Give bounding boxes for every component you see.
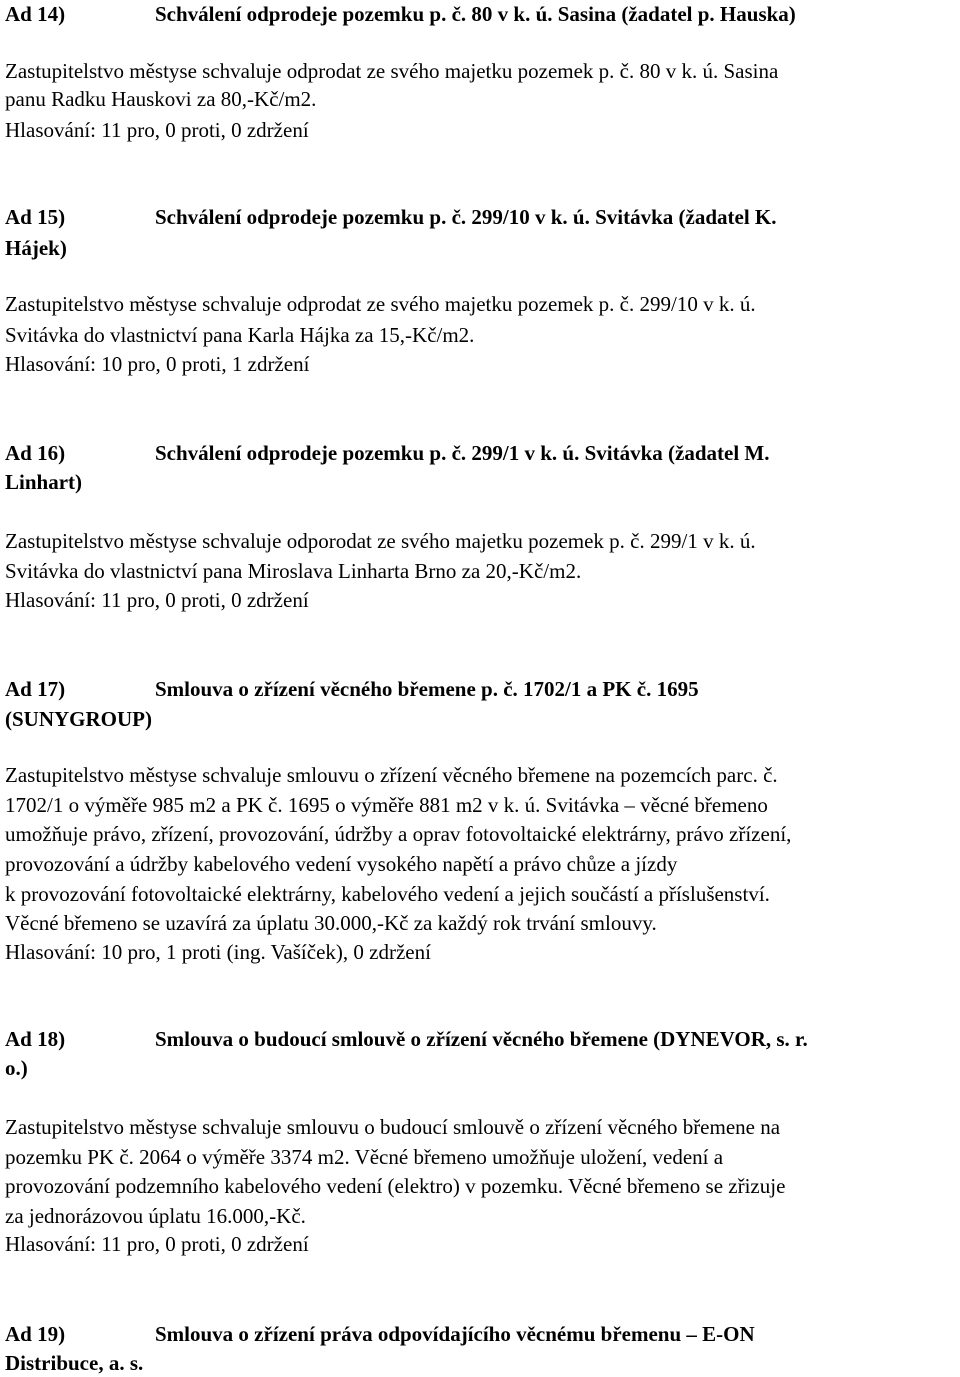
vote-line: Hlasování: 11 pro, 0 proti, 0 zdržení bbox=[5, 1232, 309, 1256]
section-title: Schválení odprodeje pozemku p. č. 299/1 v k. ú. Svitávka (žadatel M. bbox=[155, 441, 770, 465]
section-title: Schválení odprodeje pozemku p. č. 299/10 v k. ú. Svitávka (žadatel K. bbox=[155, 205, 777, 229]
section-title-continuation: o.) bbox=[5, 1056, 28, 1080]
section-number: Ad 15) bbox=[5, 205, 66, 229]
body-line: Zastupitelstvo městyse schvaluje odprodat ze svého majetku pozemek p. č. 80 v k. ú. Sasina bbox=[5, 59, 779, 83]
body-line: Zastupitelstvo městyse schvaluje odprodat ze svého majetku pozemek p. č. 299/10 v k. ú. bbox=[5, 292, 756, 316]
section-title-continuation: Linhart) bbox=[5, 470, 83, 494]
body-line: Svitávka do vlastnictví pana Miroslava Linharta Brno za 20,-Kč/m2. bbox=[5, 559, 582, 583]
section-number: Ad 16) bbox=[5, 441, 66, 465]
section-number: Ad 18) bbox=[5, 1027, 66, 1051]
section-title-continuation: Hájek) bbox=[5, 236, 67, 260]
body-line: Věcné břemeno se uzavírá za úplatu 30.000,-Kč za každý rok trvání smlouvy. bbox=[5, 911, 657, 935]
body-line: provozování podzemního kabelového vedení (elektro) v pozemku. Věcné břemeno se zřizuje bbox=[5, 1174, 786, 1198]
body-line: panu Radku Hauskovi za 80,-Kč/m2. bbox=[5, 87, 317, 111]
body-line: k provozování fotovoltaické elektrárny, kabelového vedení a jejich součástí a příslušenství. bbox=[5, 882, 770, 906]
section-title-continuation: Distribuce, a. s. bbox=[5, 1351, 144, 1375]
body-line: Zastupitelstvo městyse schvaluje odporodat ze svého majetku pozemek p. č. 299/1 v k. ú. bbox=[5, 529, 756, 553]
section-title: Smlouva o zřízení věcného břemene p. č. 1702/1 a PK č. 1695 bbox=[155, 677, 699, 701]
section-title-continuation: (SUNYGROUP) bbox=[5, 707, 152, 731]
body-line: Zastupitelstvo městyse schvaluje smlouvu o budoucí smlouvě o zřízení věcného břemene na bbox=[5, 1115, 781, 1139]
vote-line: Hlasování: 10 pro, 0 proti, 1 zdržení bbox=[5, 352, 310, 376]
body-line: 1702/1 o výměře 985 m2 a PK č. 1695 o výměře 881 m2 v k. ú. Svitávka – věcné břemeno bbox=[5, 793, 768, 817]
section-number: Ad 17) bbox=[5, 677, 66, 701]
vote-line: Hlasování: 11 pro, 0 proti, 0 zdržení bbox=[5, 588, 309, 612]
body-line: pozemku PK č. 2064 o výměře 3374 m2. Věcné břemeno umožňuje uložení, vedení a bbox=[5, 1145, 724, 1169]
section-title: Smlouva o zřízení práva odpovídajícího věcnému břemenu – E-ON bbox=[155, 1322, 755, 1346]
vote-line: Hlasování: 11 pro, 0 proti, 0 zdržení bbox=[5, 118, 309, 142]
body-line: za jednorázovou úplatu 16.000,-Kč. bbox=[5, 1204, 306, 1228]
body-line: provozování a údržby kabelového vedení vysokého napětí a právo chůze a jízdy bbox=[5, 852, 678, 876]
body-line: Zastupitelstvo městyse schvaluje smlouvu o zřízení věcného břemene na pozemcích parc. č. bbox=[5, 763, 778, 787]
section-title: Schválení odprodeje pozemku p. č. 80 v k. ú. Sasina (žadatel p. Hauska) bbox=[155, 2, 796, 26]
section-title: Smlouva o budoucí smlouvě o zřízení věcného břemene (DYNEVOR, s. r. bbox=[155, 1027, 808, 1051]
body-line: Svitávka do vlastnictví pana Karla Hájka za 15,-Kč/m2. bbox=[5, 323, 475, 347]
vote-line: Hlasování: 10 pro, 1 proti (ing. Vašíček), 0 zdržení bbox=[5, 940, 431, 964]
section-number: Ad 14) bbox=[5, 2, 66, 26]
body-line: umožňuje právo, zřízení, provozování, údržby a oprav fotovoltaické elektrárny, právo zřízení, bbox=[5, 822, 792, 846]
section-number: Ad 19) bbox=[5, 1322, 66, 1346]
